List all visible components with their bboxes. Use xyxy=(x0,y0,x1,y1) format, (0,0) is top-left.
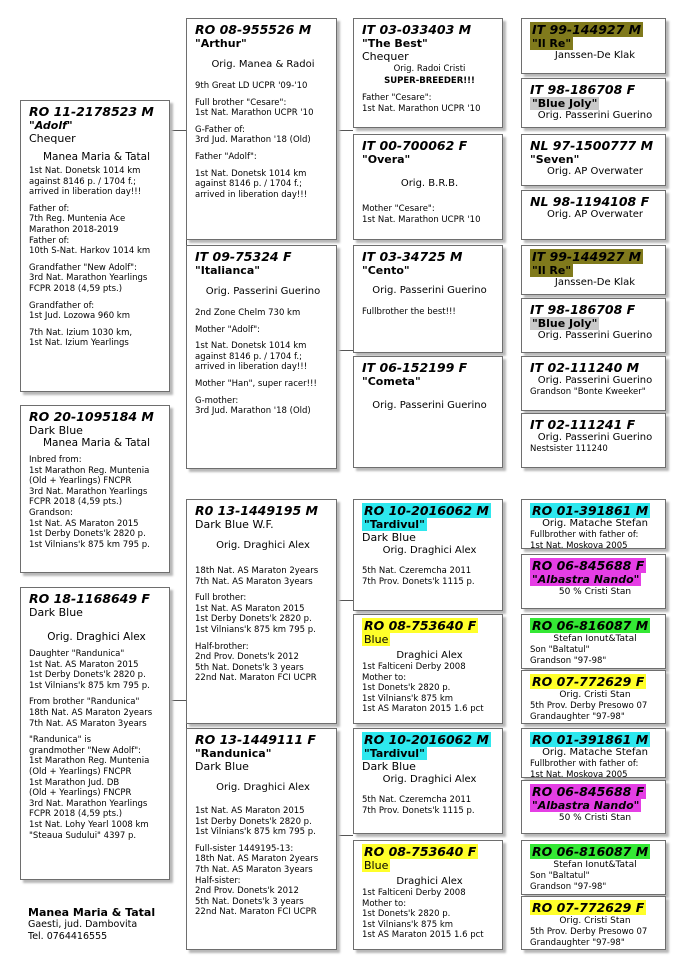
achievement-line: 1st Nat. AS Maraton 2015 xyxy=(195,603,305,614)
ggp15-l2: Grandson "97-98" xyxy=(530,881,607,892)
ggp6-name: "Blue Joly" xyxy=(532,317,598,330)
ggp11-l1: Son "Baltatul" xyxy=(530,645,590,655)
p4-name: "Randunica" xyxy=(195,747,272,760)
g5-ring: RO 10-2016062 M xyxy=(364,503,489,518)
achievement-line: Full brother: xyxy=(195,593,247,604)
achievement-line: 2nd Prov. Donets'k 2012 xyxy=(195,652,299,663)
g2-name: "Overa" xyxy=(362,153,411,166)
p4-orig: Orig. Draghici Alex xyxy=(216,782,310,793)
ggp11-orig: Stefan Ionut&Tatal xyxy=(553,634,637,644)
achievement-line: 1st Donets'k 2820 p. xyxy=(362,683,451,694)
p1-ring: RO 08-955526 M xyxy=(195,22,312,37)
ggp14-name: "Albastra Nando" xyxy=(532,799,640,812)
ggp9-l2: 1st Nat. Moskova 2005 xyxy=(530,540,628,549)
ggp13-l2: 1st Nat. Moskova 2005 xyxy=(530,769,628,778)
achievement-line: 3rd Nat. Marathon Yearlings xyxy=(29,486,148,497)
dam-ring: RO 20-1095184 M xyxy=(29,409,154,424)
ggp-card-8 xyxy=(521,413,666,468)
achievement-line: 1st Falticeni Derby 2008 xyxy=(362,662,466,672)
achievement-line: 1st Nat. AS Maraton 2015 xyxy=(195,806,305,816)
achievement-line: Daughter "Randunica" xyxy=(29,649,125,659)
g1-orig: Orig. Radoi Cristi xyxy=(393,64,466,74)
second-orig: Orig. Draghici Alex xyxy=(47,631,146,643)
second-ring: RO 18-1168649 F xyxy=(29,591,150,606)
ggp15-ring: RO 06-816087 M xyxy=(532,844,649,859)
achievement-line: 3rd Jud. Marathon '18 (Old) xyxy=(195,406,311,417)
ggp7-note: Grandson "Bonte Kweeker" xyxy=(530,387,646,397)
ggp3-orig: Orig. AP Overwater xyxy=(546,166,644,177)
ggp12-l2: Grandaughter "97-98" xyxy=(530,711,625,722)
achievement-line: arrived in liberation day!!! xyxy=(195,189,308,200)
ggp16-orig: Orig. Cristi Stan xyxy=(559,916,631,926)
parent-card-2 xyxy=(186,245,337,469)
ggp-card-7 xyxy=(521,356,666,411)
achievement-line: 7th Reg. Muntenia Ace xyxy=(29,214,126,225)
achievement-line: 5th Nat. Donets'k 3 years xyxy=(195,896,304,907)
achievement-line: Father of: xyxy=(29,235,70,246)
g1-ring: IT 03-033403 M xyxy=(362,22,472,37)
ggp12-orig: Orig. Cristi Stan xyxy=(559,690,631,700)
ggp8-ring: IT 02-111241 F xyxy=(530,417,636,432)
ggp16-ring: RO 07-772629 F xyxy=(532,900,645,915)
achievement-line: Father "Cesare": xyxy=(362,93,432,103)
g3-ring: IT 03-34725 M xyxy=(362,249,463,264)
achievement-line: 1st Vilnians'k 875 km 795 p. xyxy=(29,680,150,691)
achievement-line: Half-sister: xyxy=(195,875,241,886)
ggp15-orig: Stefan Ionut&Tatal xyxy=(553,860,637,870)
g7-color: Dark Blue xyxy=(362,760,416,773)
achievement-line: arrived in liberation day!!! xyxy=(195,362,308,373)
achievement-line: 1st Nat. Marathon UCPR '10 xyxy=(362,214,481,225)
ggp9-orig: Orig. Matache Stefan xyxy=(542,518,648,529)
ggp-card-5 xyxy=(521,245,666,295)
achievement-line: Grandfather "New Adolf": xyxy=(29,262,137,273)
ggp2-orig: Orig. Passerini Guerino xyxy=(537,110,653,121)
achievement-line: 1st AS Maraton 2015 1.6 pct xyxy=(362,930,484,941)
p1-name: "Arthur" xyxy=(195,37,247,50)
ggp6-orig: Orig. Passerini Guerino xyxy=(537,330,653,341)
achievement-line: 2nd Prov. Donets'k 2012 xyxy=(195,886,299,897)
dam-owner: Manea Maria & Tatal xyxy=(43,437,150,449)
ggp1-orig: Janssen-De Klak xyxy=(554,50,636,61)
ggp7-ring: IT 02-111240 M xyxy=(530,360,640,375)
g8-ring: RO 08-753640 F xyxy=(364,844,477,859)
g3-name: "Cento" xyxy=(362,264,410,277)
achievement-line: G-mother: xyxy=(195,395,239,406)
achievement-line: 1st Derby Donets'k 2820 p. xyxy=(29,529,146,540)
ggp5-orig: Janssen-De Klak xyxy=(554,277,636,288)
p3-color: Dark Blue W.F. xyxy=(195,518,274,531)
g5-orig: Orig. Draghici Alex xyxy=(382,545,477,556)
gp-card-4 xyxy=(353,356,503,468)
achievement-line: 1st Nat. Donetsk 1014 km xyxy=(195,341,307,352)
achievement-line: 3rd Nat. Marathon Yearlings xyxy=(29,798,148,809)
g4-orig: Orig. Passerini Guerino xyxy=(372,400,487,411)
achievement-line: 1st Marathon Jud. DB xyxy=(29,777,120,788)
ggp8-note: Nestsister 111240 xyxy=(530,444,608,454)
g8-orig: Draghici Alex xyxy=(396,876,463,887)
achievement-line: 3rd Jud. Marathon '18 (Old) xyxy=(195,135,311,146)
p3-ring: R0 13-1449195 M xyxy=(195,503,318,518)
achievement-line: 1st Falticeni Derby 2008 xyxy=(362,888,466,898)
achievement-line: G-Father of: xyxy=(195,124,245,135)
g6-orig: Draghici Alex xyxy=(396,650,463,661)
ggp5-ring: IT 99-144927 M xyxy=(532,249,642,264)
achievement-line: 1st Nat. Donetsk 1014 km xyxy=(195,168,307,179)
achievement-line: 1st Marathon Reg. Muntenia xyxy=(29,465,150,476)
ggp-card-2 xyxy=(521,78,666,128)
achievement-line: Mother "Han", super racer!!! xyxy=(195,378,317,389)
achievement-line: 1st Vilnians'k 875 km 795 p. xyxy=(195,827,316,838)
ggp12-ring: RO 07-772629 F xyxy=(532,674,645,689)
achievement-line: 7th Nat. AS Maraton 3years xyxy=(29,718,147,729)
ggp-card-16 xyxy=(521,896,666,950)
achievement-line: Fullbrother the best!!! xyxy=(362,307,456,317)
p1-orig: Orig. Manea & Radoi xyxy=(211,59,315,70)
ggp10-ring: RO 06-845688 F xyxy=(532,558,645,573)
achievement-line: grandmother "New Adolf": xyxy=(29,745,142,756)
achievement-line: 1st Vilnians'k 875 km xyxy=(362,693,454,704)
achievement-line: Full brother "Cesare": xyxy=(195,97,287,108)
second-card xyxy=(20,587,170,880)
ggp10-name: "Albastra Nando" xyxy=(532,573,640,586)
achievement-line: Half-brother: xyxy=(195,641,249,652)
g4-ring: IT 06-152199 F xyxy=(362,360,468,375)
p2-name: "Italianca" xyxy=(195,264,260,277)
subject-name: "Adolf" xyxy=(29,119,73,132)
ggp12-l1: 5th Prov. Derby Presowo 07 xyxy=(530,701,648,711)
subject-color: Chequer xyxy=(29,132,76,145)
achievement-line: 7th Prov. Donets'k 1115 p. xyxy=(362,805,475,816)
ggp1-ring: IT 99-144927 M xyxy=(532,22,642,37)
achievement-line: 7th Nat. AS Maraton 3years xyxy=(195,576,313,587)
ggp6-ring: IT 98-186708 F xyxy=(530,302,636,317)
ggp16-l2: Grandaughter "97-98" xyxy=(530,937,625,948)
subject-owner: Manea Maria & Tatal xyxy=(43,151,150,163)
achievement-line: Mother "Cesare": xyxy=(362,204,435,214)
achievement-line: FCPR 2018 (4,59 pts.) xyxy=(29,283,123,294)
ggp-card-14 xyxy=(521,780,666,834)
ggp-card-4 xyxy=(521,190,666,240)
achievement-line: Full-sister 1449195-13: xyxy=(195,843,294,854)
achievement-line: Inbred from: xyxy=(29,455,82,465)
dam-color: Dark Blue xyxy=(29,424,83,437)
gp-card-1 xyxy=(353,18,503,128)
achievement-line: 1st Vilnians'k 875 km xyxy=(362,919,454,930)
p3-orig: Orig. Draghici Alex xyxy=(216,540,310,551)
ggp13-orig: Orig. Matache Stefan xyxy=(542,747,648,758)
ggp11-l2: Grandson "97-98" xyxy=(530,655,607,666)
ggp8-orig: Orig. Passerini Guerino xyxy=(537,432,653,443)
ggp-card-6 xyxy=(521,298,666,353)
g3-orig: Orig. Passerini Guerino xyxy=(372,285,487,296)
ggp4-orig: Orig. AP Overwater xyxy=(546,209,644,220)
achievement-line: 1st Marathon Reg. Muntenia xyxy=(29,756,150,767)
ggp2-name: "Blue Joly" xyxy=(532,97,598,110)
achievement-line: against 8146 p. / 1704 f.; xyxy=(29,176,136,187)
achievement-line: 1st Vilnians'k 875 km 795 p. xyxy=(29,539,150,550)
achievement-line: Marathon 2018-2019 xyxy=(29,224,119,235)
achievement-line: 18th Nat. AS Maraton 2years xyxy=(29,707,153,718)
ggp-card-1 xyxy=(521,18,666,74)
ggp9-ring: RO 01-391861 M xyxy=(532,503,649,518)
g2-ring: IT 00-700062 F xyxy=(362,138,468,153)
ggp1-name: "Il Re" xyxy=(532,37,572,50)
ggp16-l1: 5th Prov. Derby Presowo 07 xyxy=(530,927,648,937)
ggp-card-11 xyxy=(521,614,666,669)
dam-owner-card xyxy=(20,405,170,573)
g5-name: "Tardivul" xyxy=(364,518,425,531)
ggp11-ring: RO 06-816087 M xyxy=(532,618,649,633)
achievement-line: 1st Derby Donets'k 2820 p. xyxy=(195,816,312,827)
ggp-card-3 xyxy=(521,134,666,186)
achievement-line: 1st Nat. Marathon UCPR '10 xyxy=(195,108,314,119)
ggp15-l1: Son "Baltatul" xyxy=(530,871,590,881)
achievement-line: 1st Jud. Lozowa 960 km xyxy=(29,311,131,322)
footer-address: Gaesti, jud. Dambovita xyxy=(28,919,138,930)
gp-card-2 xyxy=(353,134,503,240)
achievement-line: 1st AS Maraton 2015 1.6 pct xyxy=(362,704,484,715)
p4-ring: RO 13-1449111 F xyxy=(195,732,316,747)
parent-card-1 xyxy=(186,18,337,240)
achievement-line: 5th Nat. Donets'k 3 years xyxy=(195,662,304,673)
achievement-line: 10th S-Nat. Harkov 1014 km xyxy=(29,246,151,257)
achievement-line: Father of: xyxy=(29,203,70,214)
achievement-line: (Old + Yearlings) FNCPR xyxy=(29,766,132,777)
g1-tag: SUPER-BREEDER!!! xyxy=(384,76,475,86)
p2-ring: IT 09-75324 F xyxy=(195,249,292,264)
ggp13-l1: Fullbrother with father of: xyxy=(530,759,639,769)
achievement-line: 7th Prov. Donets'k 1115 p. xyxy=(362,576,475,587)
g6-color: Blue xyxy=(364,633,389,646)
achievement-line: 9th Great LD UCPR '09-'10 xyxy=(195,81,308,91)
p4-color: Dark Blue xyxy=(195,760,249,773)
g4-name: "Cometa" xyxy=(362,375,421,388)
g5-color: Dark Blue xyxy=(362,531,416,544)
ggp2-ring: IT 98-186708 F xyxy=(530,82,636,97)
ggp5-name: "Il Re" xyxy=(532,264,572,277)
achievement-line: arrived in liberation day!!! xyxy=(29,187,142,198)
second-color: Dark Blue xyxy=(29,606,83,619)
subject-lines xyxy=(29,166,164,349)
g1-color: Chequer xyxy=(362,50,409,63)
achievement-line: 1st Nat. Donetsk 1014 km xyxy=(29,166,141,176)
gp-card-6 xyxy=(353,614,503,724)
achievement-line: "Randunica" is xyxy=(29,735,92,746)
achievement-line: 1st Nat. Lohy Yearl 1008 km xyxy=(29,819,149,830)
achievement-line: 22nd Nat. Maraton FCI UCPR xyxy=(195,673,317,684)
g6-ring: RO 08-753640 F xyxy=(364,618,477,633)
achievement-line: Grandson: xyxy=(29,507,73,518)
achievement-line: 7th Nat. AS Maraton 3years xyxy=(195,864,313,875)
achievement-line: 1st Donets'k 2820 p. xyxy=(362,909,451,920)
ggp4-ring: NL 98-1194108 F xyxy=(530,194,650,209)
achievement-line: FCPR 2018 (4,59 pts.) xyxy=(29,497,123,508)
achievement-line: 18th Nat. AS Maraton 2years xyxy=(195,854,319,865)
achievement-line: 1st Vilnians'k 875 km 795 p. xyxy=(195,624,316,635)
p2-orig: Orig. Passerini Guerino xyxy=(205,286,321,297)
achievement-line: From brother "Randunica" xyxy=(29,697,140,708)
achievement-line: Mother to: xyxy=(362,672,407,683)
ggp-card-10 xyxy=(521,554,666,609)
ggp14-ring: RO 06-845688 F xyxy=(532,784,645,799)
ggp9-l1: Fullbrother with father of: xyxy=(530,530,639,540)
g1-name: "The Best" xyxy=(362,37,428,50)
achievement-line: 1st Derby Donets'k 2820 p. xyxy=(195,614,312,625)
ggp-card-15 xyxy=(521,840,666,895)
achievement-line: 1st Nat. Marathon UCPR '10 xyxy=(362,103,481,114)
ggp10-orig: 50 % Cristi Stan xyxy=(558,587,632,597)
ggp13-ring: RO 01-391861 M xyxy=(532,732,649,747)
ggp7-orig: Orig. Passerini Guerino xyxy=(537,375,653,386)
footer-name: Manea Maria & Tatal xyxy=(28,906,156,919)
subject-ring: RO 11-2178523 M xyxy=(29,104,154,119)
g2-orig: Orig. B.R.B. xyxy=(400,178,459,189)
achievement-line: 22nd Nat. Maraton FCI UCPR xyxy=(195,907,317,918)
gp-card-3 xyxy=(353,245,503,353)
footer-phone: Tel. 0764416555 xyxy=(28,930,108,942)
second-lines xyxy=(29,649,164,841)
parent-card-3 xyxy=(186,499,337,724)
ggp-card-9 xyxy=(521,499,666,549)
achievement-line: 5th Nat. Czeremcha 2011 xyxy=(362,566,472,576)
ggp3-ring: NL 97-1500777 M xyxy=(530,138,654,153)
g7-name: "Tardivul" xyxy=(364,747,425,760)
achievement-line: Mother to: xyxy=(362,898,407,909)
achievement-line: 2nd Zone Chelm 730 km xyxy=(195,308,301,318)
ggp14-orig: 50 % Cristi Stan xyxy=(558,813,632,823)
achievement-line: 1st Nat. Izium Yearlings xyxy=(29,338,129,349)
g7-ring: RO 10-2016062 M xyxy=(364,732,489,747)
achievement-line: (Old + Yearlings) FNCPR xyxy=(29,788,132,799)
achievement-line: 18th Nat. AS Maraton 2years xyxy=(195,566,319,576)
subject-card xyxy=(20,100,170,392)
ggp3-name: "Seven" xyxy=(530,153,580,166)
achievement-line: "Steaua Sudului" 4397 p. xyxy=(29,830,137,841)
achievement-line: against 8146 p. / 1704 f.; xyxy=(195,351,302,362)
ggp-card-12 xyxy=(521,670,666,724)
achievement-line: (Old + Yearlings) FNCPR xyxy=(29,476,132,487)
ggp-card-13 xyxy=(521,728,666,778)
achievement-line: 1st Derby Donets'k 2820 p. xyxy=(29,670,146,681)
achievement-line: FCPR 2018 (4,59 pts.) xyxy=(29,809,123,820)
achievement-line: against 8146 p. / 1704 f.; xyxy=(195,179,302,190)
achievement-line: 1st Nat. AS Maraton 2015 xyxy=(29,659,139,670)
dam-lines xyxy=(29,449,164,550)
achievement-line: Mother "Adolf": xyxy=(195,324,260,335)
achievement-line: Father "Adolf": xyxy=(195,151,257,162)
g8-color: Blue xyxy=(364,859,389,872)
gp-card-5 xyxy=(353,499,503,611)
gp-card-8 xyxy=(353,840,503,950)
achievement-line: 7th Nat. Izium 1030 km, xyxy=(29,327,133,338)
gp-card-7 xyxy=(353,728,503,834)
g7-orig: Orig. Draghici Alex xyxy=(382,774,477,785)
achievement-line: 5th Nat. Czeremcha 2011 xyxy=(362,795,472,805)
achievement-line: 3rd Nat. Marathon Yearlings xyxy=(29,273,148,284)
footer xyxy=(28,906,155,942)
achievement-line: Grandfather of: xyxy=(29,300,95,311)
parent-card-4 xyxy=(186,728,337,950)
achievement-line: 1st Nat. AS Maraton 2015 xyxy=(29,518,139,529)
